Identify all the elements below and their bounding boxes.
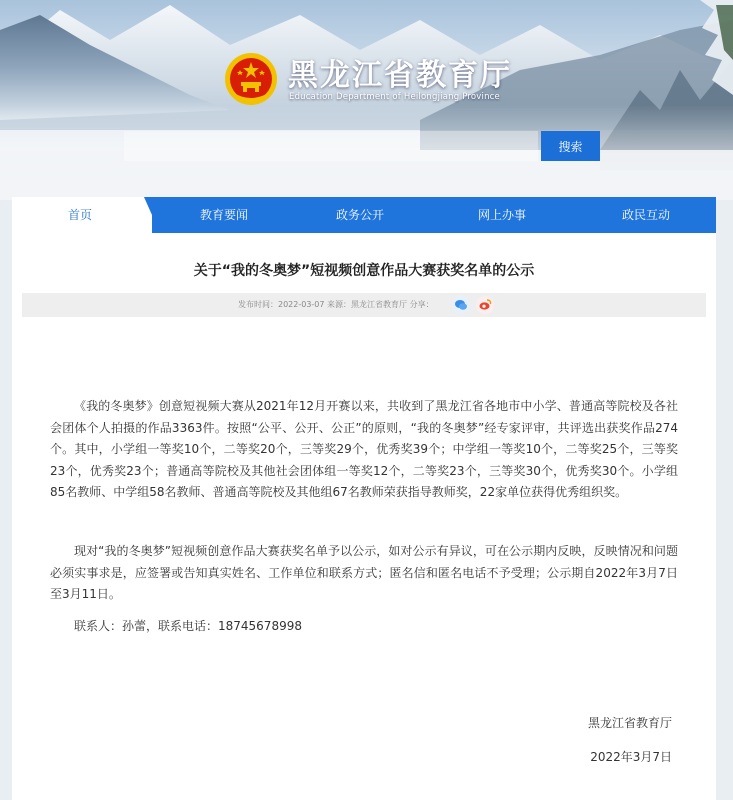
article-title: 关于“我的冬奥梦”短视频创意作品大赛获奖名单的公示 (193, 263, 535, 279)
header-banner (0, 0, 733, 200)
site-title: 黑龙江省教育厅 (288, 58, 512, 93)
national-emblem-icon (224, 52, 278, 106)
weibo-icon[interactable] (476, 296, 494, 314)
article-meta-bar (22, 293, 706, 317)
wechat-icon[interactable] (452, 296, 470, 314)
nav-item-online-services[interactable]: 网上办事 (477, 208, 526, 222)
search-button[interactable]: 搜索 (541, 131, 600, 161)
nav-item-public-interaction[interactable]: 政民互动 (621, 208, 670, 222)
main-nav (12, 197, 716, 233)
nav-item-education-news[interactable]: 教育要闻 (199, 208, 248, 222)
signature-date: 2022年3月7日 (590, 750, 672, 764)
contact-info: 联系人：孙蕾，联系电话：18745678998 (74, 619, 302, 633)
nav-item-home[interactable]: 首页 (67, 208, 92, 222)
article-meta: 发布时间：2022-03-07 来源：黑龙江省教育厅 分享： (238, 300, 434, 309)
site-subtitle: Education Department of Heilongjiang Province (289, 92, 500, 102)
signature-organization: 黑龙江省教育厅 (587, 716, 672, 730)
article-card (12, 233, 716, 800)
nav-item-government-affairs[interactable]: 政务公开 (335, 208, 384, 222)
article-paragraph-2: 现对“我的冬奥梦”短视频创意作品大赛获奖名单予以公示，如对公示有异议，可在公示期内反映，反映情况和问题必须实事求是，应签署或告知真实姓名、工作单位和联系方式；匿名信和匿名电话不予受理；公示期自2022年3月7日至3月11日。 (50, 544, 678, 601)
article-paragraph-1: 《我的冬奥梦》创意短视频大赛从2021年12月开赛以来，共收到了黑龙江省各地市中小学、普通高等院校及各社会团体个人拍摄的作品3363件。按照“公平、公开、公正”的原则，“我的冬奥梦”经专家评审，共评选出获奖作品274个。其中，小学组一等奖10个，二等奖20个，三等奖29个，优秀奖39个；中学组一等奖10个，二等奖25个，三等奖23个，优秀奖23个；普通高等院校及其他社会团体组一等奖12个，二等奖23个，三等奖30个，优秀奖30个。小学组85名教师、中学组58名教师、普通高等院校及其他组67名教师荣获指导教师奖，22家单位获得优秀组织奖。 (50, 399, 678, 499)
search-input[interactable] (124, 131, 538, 161)
